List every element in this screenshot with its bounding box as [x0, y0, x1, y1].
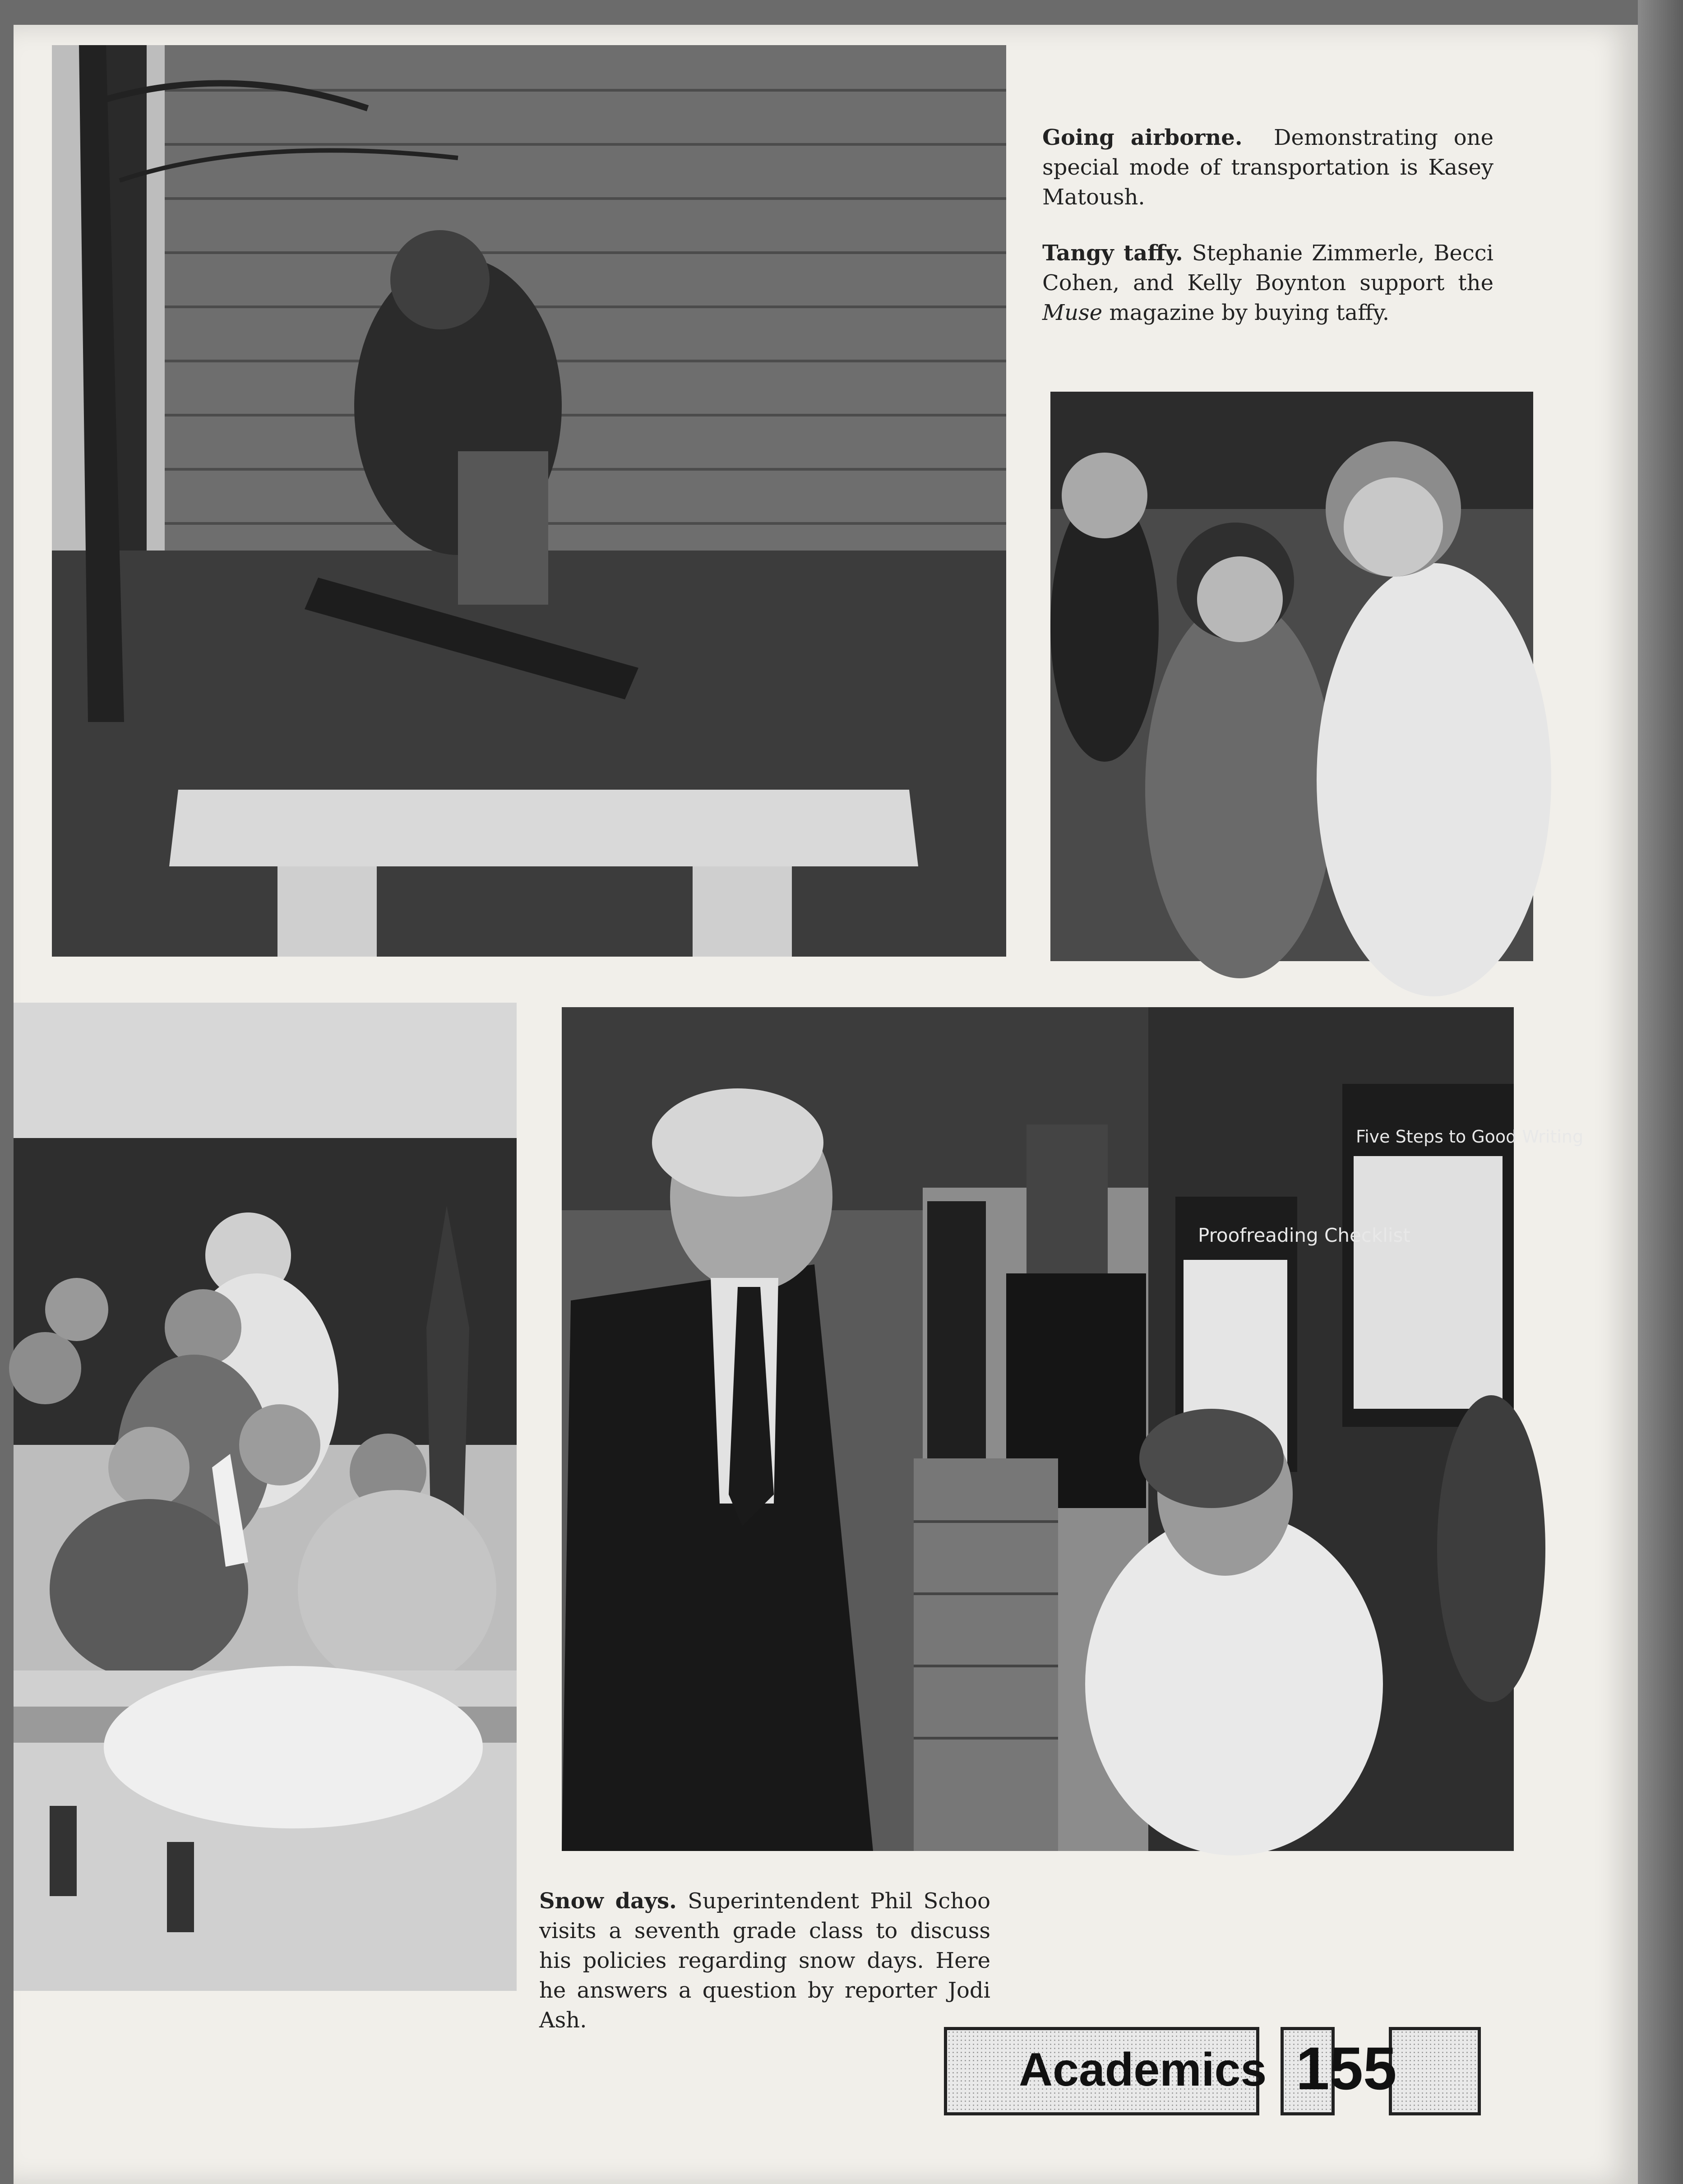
caption-taffy-text-before: Stephanie Zimmerle, Becci Cohen, and Kelly Boynton support the [1042, 241, 1493, 296]
caption-airborne-title: Going airborne. [1042, 125, 1243, 150]
folio-end-box [1389, 2027, 1481, 2115]
poster-checklist-title: Proofreading Checklist [1198, 1224, 1410, 1246]
caption-taffy-title: Tangy taffy. [1042, 241, 1183, 266]
caption-airborne-text: Demonstrating one special mode of transportation is Kasey Matoush. [1042, 125, 1493, 210]
caption-snow-days-title: Snow days. [539, 1888, 677, 1914]
photo-superintendent-visit [562, 1007, 1584, 1851]
poster-writing-title: Five Steps to Good Writing [1356, 1127, 1584, 1147]
folio-section-label: Academics [1019, 2044, 1267, 2096]
photo-skateboarder [52, 45, 1006, 957]
folio-page-number: 155 [1296, 2035, 1397, 2102]
caption-snow-days [539, 1886, 990, 2035]
caption-snow-days-text: Superintendent Phil Schoo visits a seventh grade class to discuss his policies regarding snow days. Here he answers a question by reporter Jodi Ash. [539, 1888, 990, 2033]
caption-airborne [1042, 123, 1493, 212]
photo-taffy-sale [1050, 392, 1533, 961]
caption-taffy-text-after: magazine by buying taffy. [1109, 300, 1390, 325]
caption-taffy-italic: Muse [1042, 300, 1103, 325]
caption-taffy [1042, 238, 1493, 328]
photo-classroom-rockets [14, 1003, 517, 1991]
book-edge [1638, 0, 1683, 2184]
